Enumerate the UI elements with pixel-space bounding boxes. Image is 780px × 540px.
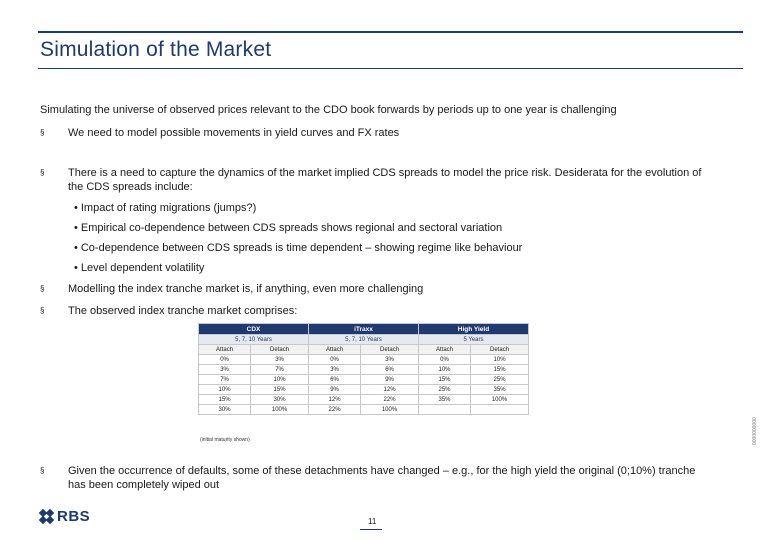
table-col-header: Attach <box>199 345 251 355</box>
bullet-text: The observed index tranche market comprises: <box>68 305 298 317</box>
rbs-logo <box>40 508 90 525</box>
sub-bullet: • Co-dependence between CDS spreads is time dependent – showing regime like behaviour <box>74 242 523 254</box>
table-row: 30% 100% 22% 100% <box>199 405 529 415</box>
table-col-header: Detach <box>251 345 309 355</box>
sub-bullet: • Impact of rating migrations (jumps?) <box>74 202 257 214</box>
bullet-text: Given the occurrence of defaults, some of these detachments have changed – e.g., for the high yield the original (0;10%) tranche has been completely wiped out <box>68 465 696 491</box>
bullet-cds-dynamics <box>40 166 708 194</box>
table-maturity: 5, 7, 10 Years <box>199 335 309 345</box>
page-title: Simulation of the Market <box>40 38 272 61</box>
table-row: 15% 30% 12% 22% 35% 100% <box>199 395 529 405</box>
bullet-marker: § <box>40 128 45 137</box>
bullet-yield-curves <box>40 126 708 140</box>
table-group-header: CDX <box>199 324 309 335</box>
bullet-marker: § <box>40 284 45 293</box>
bullet-text: There is a need to capture the dynamics of the market implied CDS spreads to model the price risk. Desiderata for the evolution of the CDS spreads include: <box>68 167 702 193</box>
table-note: (initial maturity shown) <box>200 437 250 443</box>
page-number-rule <box>360 529 382 530</box>
side-code: 0000000000 <box>752 417 758 445</box>
bullet-text: Modelling the index tranche market is, if anything, even more challenging <box>68 283 424 295</box>
table-row: 0% 3% 0% 3% 0% 10% <box>199 355 529 365</box>
table-group-header: High Yield <box>418 324 528 335</box>
bullet-marker: § <box>40 168 45 177</box>
table-group-header: iTraxx <box>308 324 418 335</box>
sub-bullet: • Level dependent volatility <box>74 262 205 274</box>
title-top-rule <box>38 31 743 33</box>
table-maturity: 5 Years <box>418 335 528 345</box>
bullet-marker: § <box>40 466 45 475</box>
bullet-defaults <box>40 464 708 492</box>
rbs-daisy-icon <box>40 510 53 523</box>
table-col-header: Attach <box>418 345 470 355</box>
table-row: 7% 10% 6% 9% 15% 25% <box>199 375 529 385</box>
table-col-header: Detach <box>471 345 529 355</box>
bullet-index-tranche <box>40 282 708 296</box>
table-row: 3% 7% 3% 6% 10% 15% <box>199 365 529 375</box>
sub-bullet: • Empirical co-dependence between CDS spreads shows regional and sectoral variation <box>74 222 503 234</box>
tranche-table <box>198 323 529 415</box>
table-col-header: Detach <box>361 345 419 355</box>
page-number: 11 <box>368 517 377 526</box>
intro-text: Simulating the universe of observed prices relevant to the CDO book forwards by periods up to one year is challenging <box>40 104 617 116</box>
table-row: 10% 15% 9% 12% 25% 35% <box>199 385 529 395</box>
title-bottom-rule <box>38 68 743 69</box>
bullet-text: We need to model possible movements in yield curves and FX rates <box>68 127 400 139</box>
bullet-market-comprises <box>40 304 708 318</box>
logo-text: RBS <box>57 508 91 525</box>
bullet-marker: § <box>40 306 45 315</box>
table-maturity: 5, 7, 10 Years <box>308 335 418 345</box>
table-col-header: Attach <box>308 345 360 355</box>
